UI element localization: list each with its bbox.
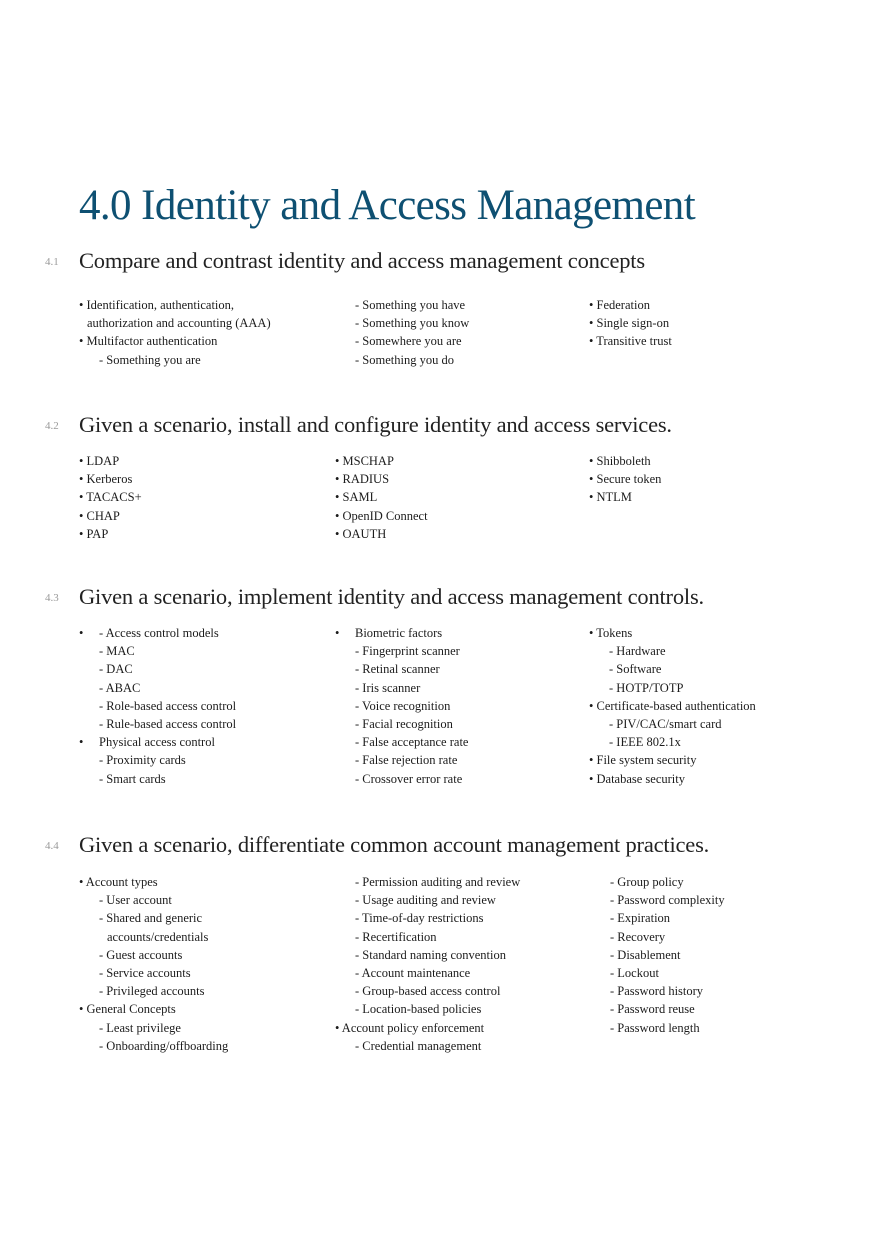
list-item: Physical access control <box>99 735 215 750</box>
list-item: - Smart cards <box>99 771 166 786</box>
list-item: • Shibboleth <box>589 454 651 468</box>
list-item: - Standard naming convention <box>355 947 507 962</box>
column-1 <box>79 873 228 1055</box>
list-item: - Expiration <box>610 911 671 926</box>
list-item: - Least privilege <box>99 1020 181 1035</box>
list-item: - Location-based policies <box>355 1002 482 1017</box>
column-3 <box>589 624 756 788</box>
list-item: - DAC <box>99 662 133 677</box>
column-1 <box>79 452 142 543</box>
list-item: • OpenID Connect <box>335 508 428 523</box>
column-2 <box>335 624 468 788</box>
section-title: Given a scenario, differentiate common account management practices. <box>79 832 710 857</box>
column-3 <box>610 873 725 1037</box>
list-item: - Password length <box>610 1020 700 1035</box>
list-item: - Something you do <box>355 352 454 367</box>
list-item: • Single sign-on <box>589 316 670 331</box>
list-item: • NTLM <box>589 490 632 505</box>
column-2 <box>335 452 428 543</box>
list-item: • PAP <box>79 526 109 541</box>
page-title: 4.0 Identity and Access Management <box>79 182 696 229</box>
list-item: - Group policy <box>610 875 684 889</box>
list-item: • Multifactor authentication <box>79 334 218 349</box>
list-item: - Password complexity <box>610 893 725 908</box>
list-item: • Kerberos <box>79 472 133 487</box>
list-item: - MAC <box>99 644 135 659</box>
bullet: • <box>335 626 340 640</box>
list-item: - Something you know <box>355 316 470 331</box>
list-item: - Recertification <box>355 929 437 944</box>
section-title: Given a scenario, install and configure identity and access services. <box>79 412 672 437</box>
list-item: - Shared and generic <box>99 911 203 926</box>
list-item: - Role-based access control <box>99 698 237 713</box>
list-item: - Credential management <box>355 1038 482 1053</box>
list-item: • Certificate-based authentication <box>589 698 756 713</box>
list-item: - Crossover error rate <box>355 771 463 786</box>
list-item: - Access control models <box>99 626 219 640</box>
list-item: - Facial recognition <box>355 716 453 731</box>
column-1 <box>79 296 271 369</box>
list-item: - Time-of-day restrictions <box>355 911 484 926</box>
list-item: - Proximity cards <box>99 753 186 768</box>
section-number: 4.3 <box>45 592 59 604</box>
list-item: • OAUTH <box>335 526 387 541</box>
list-item: • TACACS+ <box>79 490 142 505</box>
list-item: - Hardware <box>609 644 666 659</box>
list-item: • General Concepts <box>79 1002 176 1017</box>
section-number: 4.4 <box>45 840 59 852</box>
list-item: • Federation <box>589 298 650 312</box>
list-item: - Recovery <box>610 929 666 944</box>
list-item: • RADIUS <box>335 472 390 487</box>
list-item: - Something you are <box>99 352 201 367</box>
list-item: - Account maintenance <box>355 965 471 980</box>
column-2 <box>355 296 469 369</box>
list-item: - Permission auditing and review <box>355 875 521 889</box>
list-item: - Password reuse <box>610 1002 695 1017</box>
list-item: accounts/credentials <box>107 929 209 944</box>
column-1 <box>79 624 236 788</box>
list-item: - Password history <box>610 984 704 999</box>
list-item: - Privileged accounts <box>99 984 205 999</box>
list-item: - Retinal scanner <box>355 662 440 677</box>
list-item: • LDAP <box>79 454 120 468</box>
bullet: • <box>79 626 84 640</box>
section-number: 4.1 <box>45 256 59 268</box>
list-item: - Somewhere you are <box>355 334 462 349</box>
list-item: - Voice recognition <box>355 698 451 713</box>
list-item: - Service accounts <box>99 965 191 980</box>
list-item: - Usage auditing and review <box>355 893 496 908</box>
list-item: - False acceptance rate <box>355 735 469 750</box>
list-item: - IEEE 802.1x <box>609 735 681 750</box>
list-item: - Onboarding/offboarding <box>99 1038 229 1053</box>
list-item: - False rejection rate <box>355 753 458 768</box>
list-item: - HOTP/TOTP <box>609 680 684 695</box>
list-item: - Guest accounts <box>99 947 183 962</box>
list-item: • Secure token <box>589 472 662 487</box>
list-item: • File system security <box>589 753 697 768</box>
list-item: - ABAC <box>99 680 141 695</box>
list-item: authorization and accounting (AAA) <box>87 316 271 331</box>
section-number: 4.2 <box>45 420 59 432</box>
list-item: Biometric factors <box>355 626 443 640</box>
list-item: - Lockout <box>610 965 659 980</box>
list-item: • Transitive trust <box>589 334 672 349</box>
list-item: - Disablement <box>610 947 681 962</box>
list-item: • Account types <box>79 875 158 889</box>
list-item: • CHAP <box>79 508 120 523</box>
list-item: • MSCHAP <box>335 454 394 468</box>
list-item: - Group-based access control <box>355 984 501 999</box>
list-item: - User account <box>99 893 172 908</box>
list-item: • Database security <box>589 771 686 786</box>
section-title: Given a scenario, implement identity and access management controls. <box>79 584 704 609</box>
list-item: • SAML <box>335 490 378 505</box>
list-item: • Account policy enforcement <box>335 1020 485 1035</box>
list-item: - Iris scanner <box>355 680 421 695</box>
bullet: • <box>79 735 84 750</box>
column-3 <box>589 452 661 507</box>
list-item: - Something you have <box>355 298 466 312</box>
list-item: - PIV/CAC/smart card <box>609 716 722 731</box>
column-2 <box>335 873 520 1055</box>
list-item: • Tokens <box>589 626 633 640</box>
list-item: - Fingerprint scanner <box>355 644 460 659</box>
column-3 <box>589 296 672 351</box>
section-title: Compare and contrast identity and access management concepts <box>79 248 645 273</box>
list-item: • Identification, authentication, <box>79 298 235 312</box>
list-item: - Software <box>609 662 662 677</box>
list-item: - Rule-based access control <box>99 716 237 731</box>
